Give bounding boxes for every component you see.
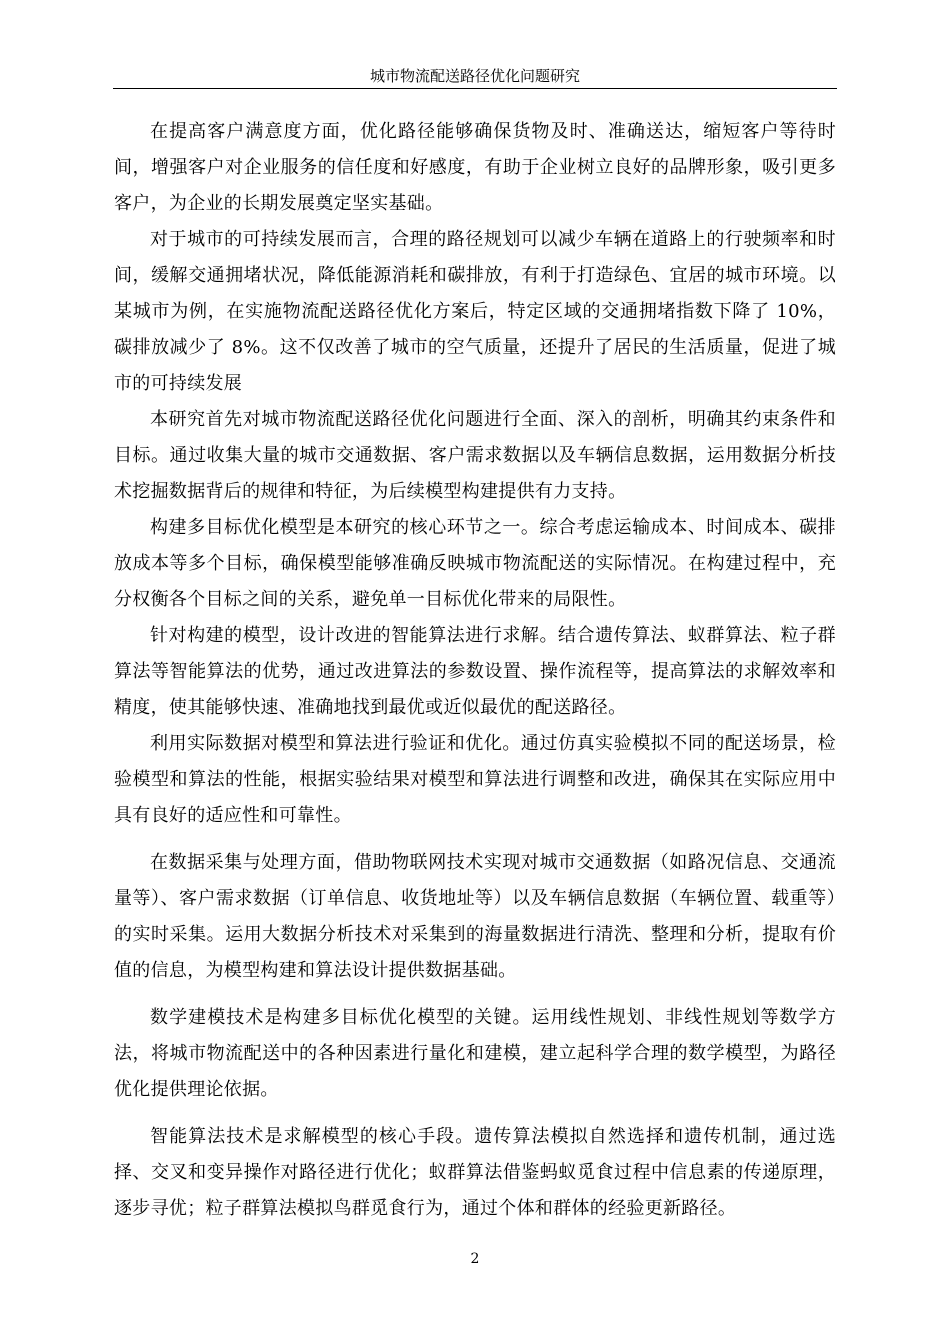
paragraph-intelligent-algorithm: 针对构建的模型，设计改进的智能算法进行求解。结合遗传算法、蚁群算法、粒子群算法等智能算法的优势，通过改进算法的参数设置、操作流程等，提高算法的求解效率和精度，使其能够快速、准确地找到最优或近似最优的配送路径。 <box>114 625 836 718</box>
running-header <box>113 66 837 89</box>
paragraph-sustainability: 对于城市的可持续发展而言，合理的路径规划可以减少车辆在道路上的行驶频率和时间，缓解交通拥堵状况，降低能源消耗和碳排放，有利于打造绿色、宜居的城市环境。以某城市为例，在实施物流配送路径优化方案后，特定区域的交通拥堵指数下降了 10%，碳排放减少了 8%。这不仅改善了城市的空气质量，还提升了居民的生活质量，促进了城市的可持续发展 <box>114 229 836 394</box>
paragraph-math-modeling: 数学建模技术是构建多目标优化模型的关键。运用线性规划、非线性规划等数学方法，将城市物流配送中的各种因素进行量化和建模，建立起科学合理的数学模型，为路径优化提供理论依据。 <box>114 1007 836 1100</box>
document-body <box>114 114 836 1227</box>
paragraph-algorithm-technique: 智能算法技术是求解模型的核心手段。遗传算法模拟自然选择和遗传机制，通过选择、交叉和变异操作对路径进行优化；蚁群算法借鉴蚂蚁觅食过程中信息素的传递原理，逐步寻优；粒子群算法模拟鸟群觅食行为，通过个体和群体的经验更新路径。 <box>114 1126 836 1219</box>
header-title: 城市物流配送路径优化问题研究 <box>369 67 580 85</box>
page-number: 2 <box>470 1251 480 1267</box>
paragraph-problem-analysis: 本研究首先对城市物流配送路径优化问题进行全面、深入的剖析，明确其约束条件和目标。通过收集大量的城市交通数据、客户需求数据以及车辆信息数据，运用数据分析技术挖掘数据背后的规律和特征，为后续模型构建提供有力支持。 <box>114 409 836 502</box>
paragraph-data-collection: 在数据采集与处理方面，借助物联网技术实现对城市交通数据（如路况信息、交通流量等）、客户需求数据（订单信息、收货地址等）以及车辆信息数据（车辆位置、载重等）的实时采集。运用大数据分析技术对采集到的海量数据进行清洗、整理和分析，提取有价值的信息，为模型构建和算法设计提供数据基础。 <box>114 852 836 981</box>
paragraph-validation: 利用实际数据对模型和算法进行验证和优化。通过仿真实验模拟不同的配送场景，检验模型和算法的性能，根据实验结果对模型和算法进行调整和改进，确保其在实际应用中具有良好的适应性和可靠性。 <box>114 733 836 826</box>
paragraph-customer-satisfaction: 在提高客户满意度方面，优化路径能够确保货物及时、准确送达，缩短客户等待时间，增强客户对企业服务的信任度和好感度，有助于企业树立良好的品牌形象，吸引更多客户，为企业的长期发展奠定坚实基础。 <box>114 121 836 214</box>
paragraph-multi-objective-model: 构建多目标优化模型是本研究的核心环节之一。综合考虑运输成本、时间成本、碳排放成本等多个目标，确保模型能够准确反映城市物流配送的实际情况。在构建过程中，充分权衡各个目标之间的关系，避免单一目标优化带来的局限性。 <box>114 517 836 610</box>
